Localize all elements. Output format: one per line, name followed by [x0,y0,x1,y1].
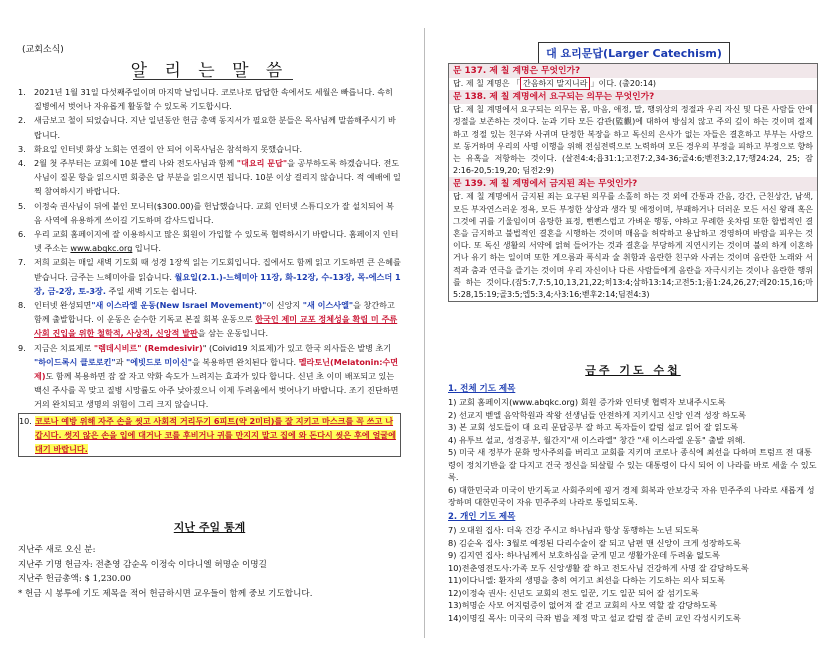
announcement-item [18,227,401,255]
announcement-item [18,413,401,458]
prayer-section-general [448,382,818,509]
announcement-number: 1. [18,87,26,97]
announcement-text: 을 공부하도록 하겠습니다. 전도사님이 질문 항을 읽으시면 회중은 답 부분을 읽으시면 됩니다. 10분 이상 걸리지 않습니다. 적 예배에 일찍 참여하시기 바랍니다. [34,158,401,197]
announcement-text: 입니다. [132,243,161,254]
announcement-text: "에빗드로 미이신" [126,356,193,367]
prayer-list-general [448,396,818,509]
announcement-item [18,85,401,113]
announcement-text: "새 이스사엘" [302,300,354,311]
announcement-text: 과 [115,356,127,367]
announcement-text: 코로나 예방 위해 자주 손을 씻고 사회적 거리두기 6피트(약 2미터)를 잘 지키고 마스크를 꼭 쓰고 나갑시다. 썻지 않은 손을 입에 대거나 코를 후비거나 귀를 만지지 말고 집에 와 돈다시 씻은 후에 얼굴에 대기 바랍니다. [35,415,396,455]
answer-137-highlight: 간음하지 말지니라 [520,77,590,90]
catechism-box [448,63,818,302]
announcement-number: 10. [19,415,32,426]
announcement-text: 2월 첫 주부터는 교회에 10분 빨리 나와 전도사님과 함께 [34,158,237,169]
prayer-heading-personal: 2. 개인 기도 제목 [448,512,516,522]
stats-line-donors: 지난주 기명 헌금자: 전춘영 감순옥 이정숙 이다니엘 허명순 이명길 [18,559,267,570]
prayer-item: 5) 미국 새 정부가 문화 망사주의를 버리고 교회를 지키며 코로나 종식에 최선을 다하며 트럼프 전 대통령이 정치기반을 잘 다지고 건국 정신을 되살릴 수 있는 대통령이 다시 되어 이 나라를 바로 세울 수 있도록. [448,447,817,482]
stats-line-note: * 헌금 시 봉투에 기도 제목을 적어 헌금하시면 교우들이 함께 중보 기도합니다. [18,588,313,599]
prayer-item: 2) 선교지 벧엘 음악학원과 작왕 선생님들 안전하게 지키시고 신앙 인격 성장 하도록 [448,409,747,420]
announcement-text: 을 복용하면 완치된다 합니다. [192,356,299,367]
prayer-item: 4) 유투브 설교, 성경공부, 월간지"새 이스라엘" 창간 "새 이스라엘 운동" 출발 위해. [448,434,746,445]
prayer-list-personal [448,524,818,624]
answer-137-pre: 답. 제 칠 계명은 「 [453,79,521,88]
announcement-text: "새 이스라엘 운동(New Israel Movement)" [91,300,267,311]
announcement-item [18,199,401,227]
announcement-text: 한국인 제미 교포 정체성을 확립 미 주류 사회 진입을 위한 철학적, 사상적, 신앙적 발판 [34,314,398,339]
homepage-link[interactable]: www.abqkc.org [70,243,133,254]
title-underline [133,79,293,80]
answer-137 [449,78,817,90]
announcement-text: 도 함께 복용하면 잠 잘 자고 약화 속도가 느려지는 효과가 있다 합니다. 신년 초 이미 배포되고 있는 백신 주사를 꼭 맞고 질병 시망률도 아주 낮아졌으니 이제 두려움에서 벗어나기 바랍니다. 조기 진단하면 거의 완치되고 생명의 위험이 그리 크지 않습니다. [34,371,399,410]
announcement-text: 을 삼는 운동입니다. [197,328,269,339]
announcement-text: 을 창간하고 함께 출발합니다. 이 운동은 순수한 기독교 본질 회복 운동으로 [34,300,395,325]
section-tag: (교회소식) [22,45,64,55]
stats-block [18,543,401,601]
announcement-text: 주일 새벽 기도는 쉽니다. [105,285,197,296]
announcement-number: 6. [18,229,26,240]
prayer-item: 13)허명순 사모 어지럼증이 없어져 잘 걷고 교회의 사모 역할 잘 감당하도록 [448,600,718,610]
announcement-text: 멜라토닌(Melatonin:수면제) [34,356,399,382]
announcement-text: 화요일 인터넷 화상 노회는 연결이 안 되어 이목사님은 참석하지 못했습니다. [34,143,303,154]
announcement-item [18,298,401,341]
announcement-number: 7. [18,257,26,268]
stats-line-new: 지난주 새로 오신 분: [18,545,96,555]
announcement-text: 이정숙 권사님이 뒤에 붙인 모니터($300.00)를 헌납했습니다. 교회 인터넷 스튜디오가 잘 설치되어 복음 사역에 유용하게 쓰이길 기도하며 감사드립니다. [34,200,394,225]
prayer-item: 14)이명길 목사: 미국의 극좌 범을 제정 막고 설교 칼럼 잘 준비 교인 각성시키도록 [448,612,741,623]
stats-title: 지난 주일 통계 [173,521,246,534]
announcement-text: 우리 교회 홈페이지에 잘 이용하시고 많은 회원이 가입할 수 있도록 협력하시기 바랍니다. 홈페이지 인터넷 주소는 [34,229,399,254]
announcement-item [18,156,401,199]
announcement-text: 지금은 치료제로 [34,342,94,353]
announcement-item [18,113,401,141]
announcement-text: 월요일(2.1.)-느헤미아 11장, 화-12장, 수-13장, 목-에스더 1장, 금-2장, 토-3장. [34,271,401,296]
prayer-section-personal [448,510,818,624]
prayer-item: 3) 본 교회 성도들이 대 요리 문답공부 잘 하고 독자들이 칼럼 설교 읽어 잘 읽도록 [448,422,739,432]
announcement-number: 3. [18,143,26,154]
announcement-text: 새금보고 철이 되었습니다. 지난 일년동안 헌금 총액 동지서가 필요한 분들은 목사님께 말씀해주시기 바랍니다. [34,115,396,140]
announcement-text: "하이드록시 클로로킨" [34,356,116,367]
question-137: 문 137. 제 칠 계명은 무엇인가? [449,64,817,78]
prayer-item: 6) 대한민국과 미국이 반기독교 사회주의에 굉거 경제 회복과 안보강국 자유 민주주의 나라로 새롭게 성장하며 대한민국이 자유 민주주의 나라로 통일되도록. [448,484,815,507]
announcement-item [18,341,401,412]
announcement-number: 8. [18,300,26,311]
prayer-item: 7) 오대원 집사: 더욱 건강 주시고 하나님과 항상 동행하는 노년 되도록 [448,525,699,535]
question-139: 문 139. 제 칠 계명에서 금지된 죄는 무엇인가? [449,177,817,191]
announcement-item [18,255,401,298]
announcement-text: "대요리 문답" [236,158,288,169]
column-divider [424,28,425,638]
announcement-item [18,142,401,156]
question-138: 문 138. 제 칠 계명에서 요구되는 의무는 무엇인가? [449,90,817,104]
prayer-item: 1) 교회 홈페이지(www.abqkc.org) 회원 증가와 인터넷 협력자 보내주시도록 [448,397,726,407]
announcement-number: 9. [18,342,26,353]
stats-line-total: 지난주 헌금총액: $ 1,230.00 [18,574,131,584]
answer-138: 답. 제 칠 계명에서 요구되는 의무는 몸, 마음, 애정, 말, 행위상의 정절과 우리 자신 및 다른 사람들 안에 정절을 보존하는 것이다. 눈과 기타 모든 감관(監觀)에 대하여 방심치 않고 주의 깊이 하는 것이며 절제하고 정절 있는 친구와 사귀며 단정한 복장을 하고 독신의 은사가 없는 자들은 결혼하고 부부는 사랑으로 동거하며 우리의 사명 이행을 위해 전심전력으로 노력하며 모든 경우의 부정을 피하고 부정으로 향하는 유혹을 저항하는 것이다. (살전4:4;욥31:1;고전7:2,34-36;골4:6;벧전3:2,17;행24:24, 25; 잠2:16-20,5:19,20; 딤전2:9) [453,105,813,176]
announcement-text: " (Coivid19 치료제)가 있고 한국 의사들은 발병 초기 [202,342,392,353]
announcement-text: 이 신앙지 [266,300,303,311]
announcement-number: 4. [18,158,26,169]
announcement-text: 인터넷 완성되면 [34,300,92,311]
prayer-item: 12)이정숙 권사: 신년도 교회의 전도 일꾼, 기도 일꾼 되어 잘 섬기도록 [448,587,699,598]
announcement-list [18,85,401,457]
prayer-item: 11)이다니엘: 환자의 생명을 충히 여기고 최선을 다하는 기도하는 의사 되도록 [448,575,726,585]
prayer-heading-general: 1. 전체 기도 제목 [448,384,516,394]
announcement-number: 5. [18,200,26,211]
answer-137-post: 」이다. (출20:14) [590,79,657,88]
announcement-number: 2. [18,115,26,126]
announcement-text: 저희 교회는 매일 새벽 기도회 때 성경 1장씩 읽는 기도회입니다. 집에서도 함께 읽고 기도하면 큰 은혜를 받습니다. 금주는 느헤미아를 읽습니다. [34,257,401,282]
catechism-title: 대 요리문답(Larger Catechism) [538,42,730,64]
prayer-item: 10)전춘영전도사:가족 모두 신앙생활 잘 하고 전도사님 건강하게 사명 잘 감당하도록 [448,562,749,573]
prayer-title: 금주 기도 수첩 [585,364,681,377]
prayer-item: 8) 김순옥 집사: 3월로 예정된 다리수술이 잘 되고 남편 맨 신앙이 크게 성장하도록 [448,537,741,548]
page-title: 알 리 는 말 씀 [130,61,289,81]
answer-139: 답. 제 칠 계명에서 금지된 죄는 요구된 의무를 소홀히 하는 것 외에 간통과 간음, 강간, 근친상간, 남색, 모든 부자연스러운 정욕, 모든 부정한 상상과 생각 및 애정이며, 부패하거나 더러운 모든 서신 왕래 혹은 그것에 귀를 기울임이며 음탕한 표정, 뻔뻔스럽고 가벼운 행동, 야하고 무례한 옷차림 또한 합법적인 결혼을 금지하고 불법적인 결혼을 시행하는 것이며 매음을 허락하고 용납하고 경영하며 바람을 피우는 것이다. 또 독신 생활의 서약에 얽혀 들어가는 것과 결혼을 부당하게 지연시키는 것이며 불의 하게 이혼하거나 유기 하는 일이며 또한 게으름과 폭식과 술 취함과 음란한 친구와 사귀는 것이며 음란한 노래와 서적과 춤과 연극을 즐기는 것이며 우리 자신이나 다른 사람들에게 음란을 자극시키는 것이나 음란한 행위를 하는 것이다.(잠5:7,7:5,10,13,21,22;히13:4;삼하13:14;고전5:1;롬1:24,26,27;레20:15,16;마5:28,15:19;골3:5;엡5:3,4;사3:16;벧후2:14;딤전4:3) [453,192,813,300]
announcement-text: 2021년 1월 31일 다섯째주일이며 마지막 날입니다. 코로나로 답답한 속에서도 세월은 빠릅니다. 속히 질병에서 벗어나 자유롭게 활동할 수 있도록 기도합시다. [34,87,393,112]
announcement-text: "렘데시비르" (Remdesivir) [93,342,203,353]
prayer-item: 9) 김지연 집사: 하나님께서 보호하심을 굳게 믿고 생활가운데 두려움 없도록 [448,550,720,560]
